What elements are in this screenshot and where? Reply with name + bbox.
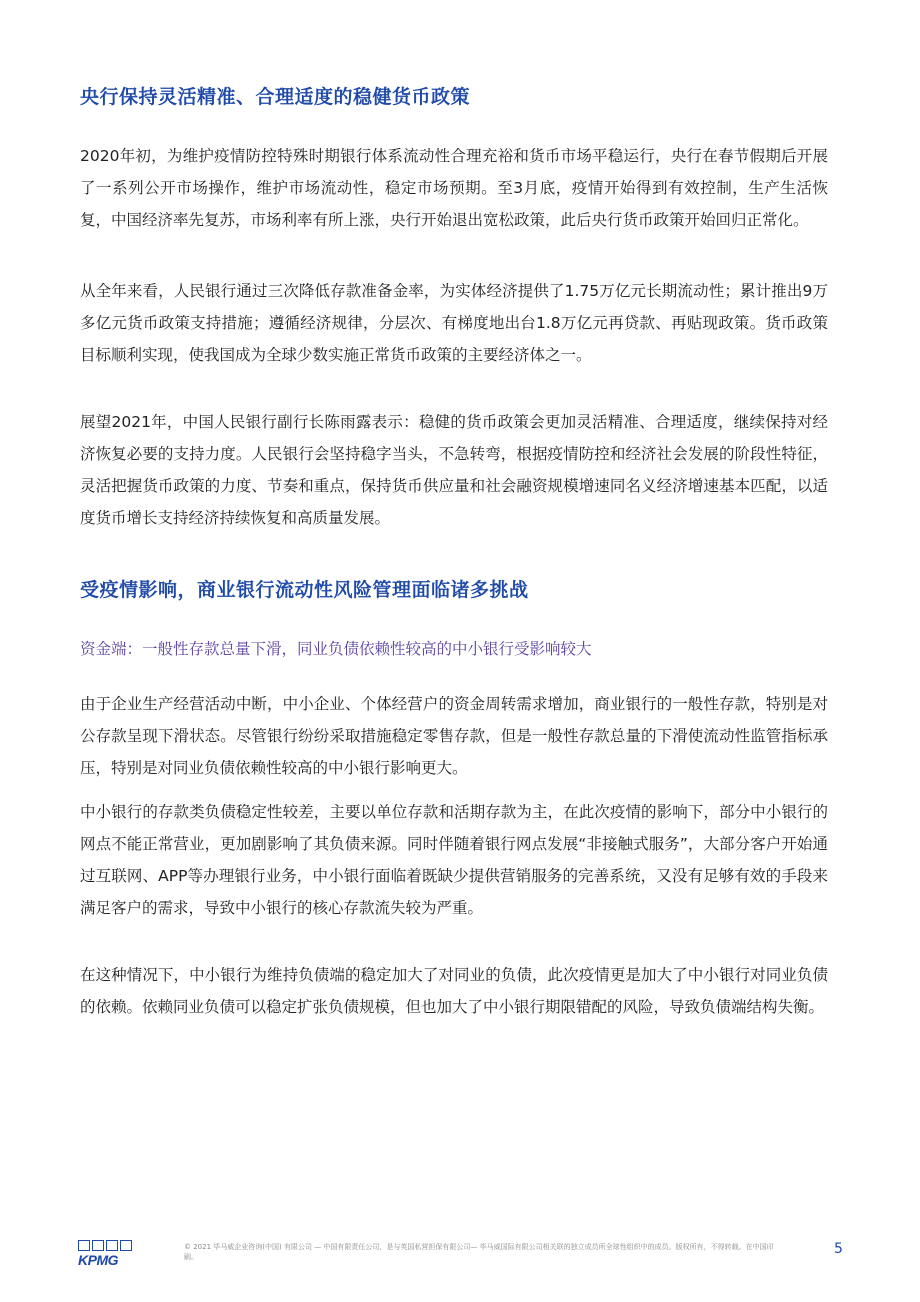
logo-boxes-icon xyxy=(78,1240,132,1251)
paragraph: 由于企业生产经营活动中断，中小企业、个体经营户的资金周转需求增加，商业银行的一般性存款，特别是对公存款呈现下滑状态。尽管银行纷纷采取措施稳定零售存款，但是一般性存款总量的下滑使流动性监管指标承压，特别是对同业负债依赖性较高的中小银行影响更大。 xyxy=(80,695,828,777)
page-number: 5 xyxy=(834,1241,843,1257)
paragraph: 展望2021年，中国人民银行副行长陈雨露表示：稳健的货币政策会更加灵活精准、合理适度，继续保持对经济恢复必要的支持力度。人民银行会坚持稳字当头，不急转弯，根据疫情防控和经济社会发展的阶段性特征，灵活把握货币政策的力度、节奏和重点，保持货币供应量和社会融资规模增速同名义经济增速基本匹配，以适度货币增长支持经济持续恢复和高质量发展。 xyxy=(80,413,828,527)
section-heading-liquidity-risk: 受疫情影响，商业银行流动性风险管理面临诸多挑战 xyxy=(80,579,529,601)
paragraph: 中小银行的存款类负债稳定性较差，主要以单位存款和活期存款为主，在此次疫情的影响下，部分中小银行的网点不能正常营业，更加剧影响了其负债来源。同时伴随着银行网点发展“非接触式服务”，大部分客户开始通过互联网、APP等办理银行业务，中小银行面临着既缺少提供营销服务的完善系统，又没有足够有效的手段来满足客户的需求，导致中小银行的核心存款流失较为严重。 xyxy=(80,803,828,917)
copyright-notice: © 2021 毕马威企业咨询(中国) 有限公司 — 中国有限责任公司，是与英国私营担保有限公司— 毕马威国际有限公司相关联的独立成员所全球性组织中的成员。版权所有，不得转载。在中国印刷。 xyxy=(184,1243,774,1261)
kpmg-logo xyxy=(78,1240,132,1270)
paragraph: 2020年初，为维护疫情防控特殊时期银行体系流动性合理充裕和货币市场平稳运行，央行在春节假期后开展了一系列公开市场操作，维护市场流动性，稳定市场预期。至3月底，疫情开始得到有效控制，生产生活恢复，中国经济率先复苏，市场利率有所上涨，央行开始退出宽松政策，此后央行货币政策开始回归正常化。 xyxy=(80,147,828,229)
page-footer xyxy=(0,1236,920,1276)
subheading-funding-side: 资金端：一般性存款总量下滑，同业负债依赖性较高的中小银行受影响较大 xyxy=(80,640,592,658)
paragraph: 从全年来看，人民银行通过三次降低存款准备金率，为实体经济提供了1.75万亿元长期流动性；累计推出9万多亿元货币政策支持措施；遵循经济规律，分层次、有梯度地出台1.8万亿元再贷款、再贴现政策。货币政策目标顺利实现，使我国成为全球少数实施正常货币政策的主要经济体之一。 xyxy=(80,282,828,364)
paragraph: 在这种情况下，中小银行为维持负债端的稳定加大了对同业的负债，此次疫情更是加大了中小银行对同业负债的依赖。依赖同业负债可以稳定扩张负债规模，但也加大了中小银行期限错配的风险，导致负债端结构失衡。 xyxy=(80,966,828,1016)
logo-text: KPMG xyxy=(78,1252,118,1268)
section-heading-monetary-policy: 央行保持灵活精准、合理适度的稳健货币政策 xyxy=(80,86,471,108)
